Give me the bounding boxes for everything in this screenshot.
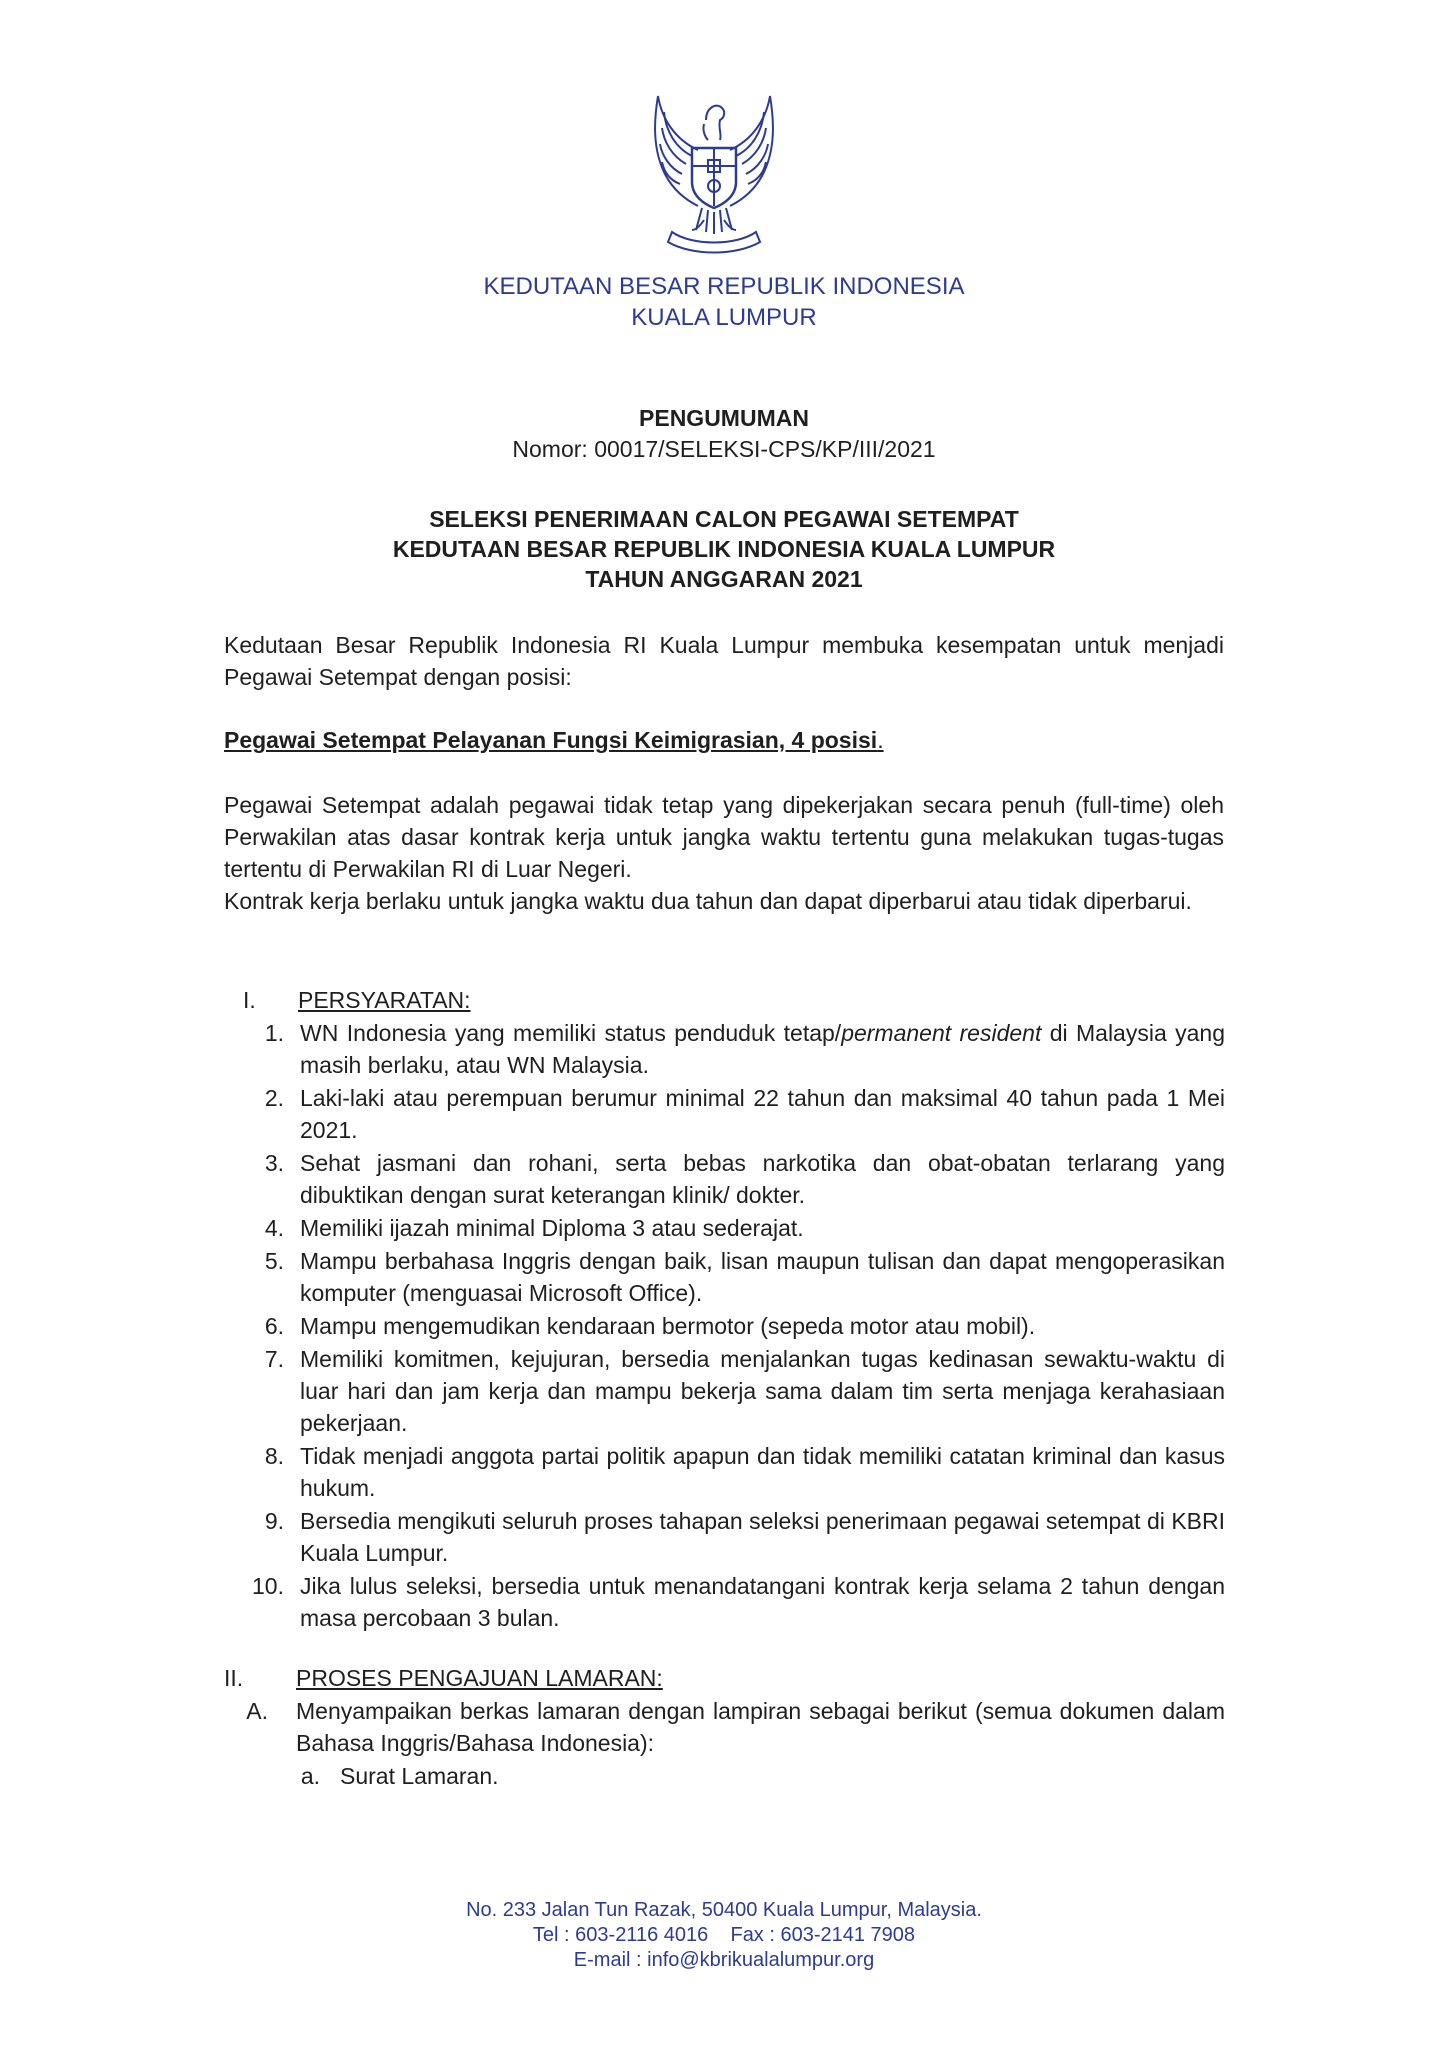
intro-paragraph: Kedutaan Besar Republik Indonesia RI Kuala Lumpur membuka kesempatan untuk menjadi Pegawai Setempat dengan posisi: [224,632,1224,690]
footer-address: No. 233 Jalan Tun Razak, 50400 Kuala Lumpur, Malaysia. [466,1899,982,1921]
list-item-number: 9. [264,1508,284,1534]
list-item-number: 1. [264,1020,284,1046]
list-item-letter: a. [300,1763,320,1789]
footer-email: E-mail : info@kbrikualalumpur.org [573,1949,875,1971]
list-item-text: Jika lulus seleksi, bersedia untuk menandatangani kontrak kerja selama 2 tahun dengan masa percobaan 3 bulan. [300,1573,1225,1631]
list-item-text: Sehat jasmani dan rohani, serta bebas narkotika dan obat-obatan terlarang yang dibuktikan dengan surat keterangan klinik/ dokter. [300,1150,1225,1208]
section-2-number: II. [224,1665,244,1691]
list-item-number: 2. [264,1085,284,1111]
list-item-text: Menyampaikan berkas lamaran dengan lampiran sebagai berikut (semua dokumen dalam Bahasa Inggris/Bahasa Indonesia): [296,1698,1225,1756]
announcement-number: Nomor: 00017/SELEKSI-CPS/KP/III/2021 [512,436,936,462]
section-2-title: PROSES PENGAJUAN LAMARAN: [296,1665,663,1691]
subject-line-2: KEDUTAAN BESAR REPUBLIK INDONESIA KUALA LUMPUR [392,536,1056,562]
list-item-text-emphasis: permanent resident [841,1020,1042,1046]
contract-paragraph: Kontrak kerja berlaku untuk jangka waktu dua tahun dan dapat diperbarui atau tidak diperbarui. [224,888,1192,914]
footer-phone: Tel : 603-2116 4016 Fax : 603-2141 7908 [532,1924,916,1946]
announcement-title: PENGUMUMAN [639,405,809,431]
list-item-text: Memiliki ijazah minimal Diploma 3 atau sederajat. [300,1215,804,1241]
subject-line-1: SELEKSI PENERIMAAN CALON PEGAWAI SETEMPAT [429,506,1019,532]
list-item-text: Laki-laki atau perempuan berumur minimal 22 tahun dan maksimal 40 tahun pada 1 Mei 2021. [300,1085,1225,1143]
position-text: Pegawai Setempat Pelayanan Fungsi Keimigrasian, 4 posisi [224,727,878,753]
list-item-text: Mampu berbahasa Inggris dengan baik, lisan maupun tulisan dan dapat mengoperasikan komputer (menguasai Microsoft Office). [300,1248,1225,1306]
embassy-city: KUALA LUMPUR [631,304,817,331]
list-item-number: 8. [264,1443,284,1469]
list-item-number: 3. [264,1150,284,1176]
garuda-emblem-icon [636,90,792,258]
section-1-title: PERSYARATAN: [298,987,471,1013]
list-item-letter: A. [246,1698,268,1724]
list-item-text-post: di Malaysia yang masih berlaku, atau WN Malaysia. [300,1020,1225,1078]
list-item-number: 7. [264,1346,284,1372]
subject-line-3: TAHUN ANGGARAN 2021 [585,566,863,592]
list-item-number: 5. [264,1248,284,1274]
list-item-number: 10. [252,1573,284,1599]
list-item-text [300,1017,1225,1081]
description-paragraph: Pegawai Setempat adalah pegawai tidak tetap yang dipekerjakan secara penuh (full-time) oleh Perwakilan atas dasar kontrak kerja untuk jangka waktu tertentu guna melakukan tugas-tugas tertentu di Perwakilan RI di Luar Negeri. [224,792,1224,882]
list-item-text-pre: WN Indonesia yang memiliki status penduduk tetap/ [300,1020,842,1046]
list-item-number: 6. [264,1313,284,1339]
position-suffix: . [877,727,884,753]
section-1-number: I. [243,987,256,1013]
list-item-text: Tidak menjadi anggota partai politik apapun dan tidak memiliki catatan kriminal dan kasus hukum. [300,1443,1225,1501]
list-item-number: 4. [264,1215,284,1241]
list-item-text: Memiliki komitmen, kejujuran, bersedia menjalankan tugas kedinasan sewaktu-waktu di luar hari dan jam kerja dan mampu bekerja sama dalam tim serta menjaga kerahasiaan pekerjaan. [300,1346,1225,1436]
list-item-text: Bersedia mengikuti seluruh proses tahapan seleksi penerimaan pegawai setempat di KBRI Kuala Lumpur. [300,1508,1225,1566]
position-title [224,727,884,754]
embassy-name: KEDUTAAN BESAR REPUBLIK INDONESIA [483,273,965,300]
list-item-text: Mampu mengemudikan kendaraan bermotor (sepeda motor atau mobil). [300,1313,1036,1339]
list-item-text: Surat Lamaran. [340,1763,499,1789]
